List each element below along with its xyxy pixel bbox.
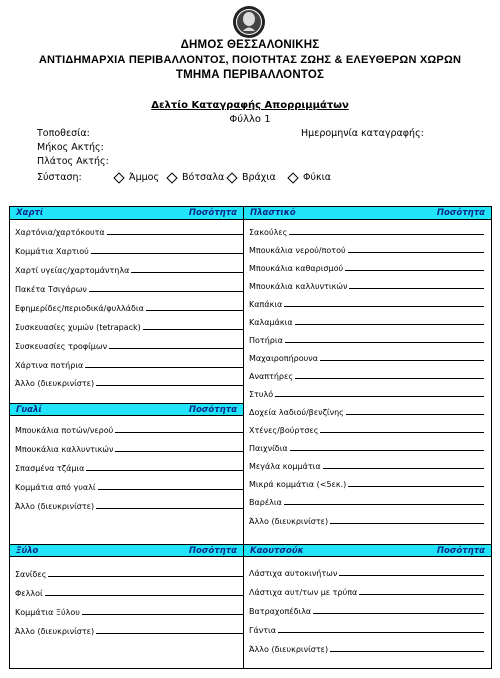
item-row[interactable]: Μπουκάλια καλλυντικών xyxy=(244,277,484,291)
item-row[interactable]: Γάντια xyxy=(244,621,484,635)
table-divider xyxy=(243,206,244,669)
item-row[interactable]: Μπουκάλια καλλυντικών xyxy=(10,440,243,454)
item-row[interactable]: Δοχεία λαδιού/βενζίνης xyxy=(244,403,484,417)
item-row[interactable]: Λάστιχα αυτοκινήτων xyxy=(244,564,484,578)
item-row[interactable]: Άλλο (διευκρινίστε) xyxy=(10,374,243,388)
item-row[interactable]: Κομμάτια Ξύλου xyxy=(10,603,243,617)
date-label: Ημερομηνία καταγραφής: xyxy=(301,128,424,139)
option-sand[interactable]: Άμμος xyxy=(115,172,159,183)
diamond-checkbox-icon xyxy=(226,172,237,183)
quantity-line xyxy=(131,272,243,273)
section-header xyxy=(244,207,491,220)
item-row[interactable]: Εφημερίδες/περιοδικά/φυλλάδια xyxy=(10,299,243,313)
beach-width-label: Πλάτος Ακτής: xyxy=(37,156,109,167)
quantity-line xyxy=(295,378,484,379)
item-row[interactable]: Συσκευασίες χυμών (tetrapack) xyxy=(10,318,243,332)
item-row[interactable]: Άλλο (διευκρινίστε) xyxy=(10,497,243,511)
item-row[interactable]: Σπασμένα τζάμια xyxy=(10,459,243,473)
quantity-line xyxy=(359,594,484,595)
section-title: Πλαστικό xyxy=(250,208,296,218)
item-row[interactable]: Φελλοί xyxy=(10,584,243,598)
item-row[interactable]: Άλλο (διευκρινίστε) xyxy=(244,640,484,654)
section-header xyxy=(10,403,243,416)
quantity-line xyxy=(284,504,484,505)
diamond-checkbox-icon xyxy=(287,172,298,183)
quantity-line xyxy=(323,468,484,469)
quantity-line xyxy=(284,306,484,307)
quantity-line xyxy=(339,575,484,576)
municipality-emblem-icon xyxy=(232,5,266,39)
quantity-line xyxy=(320,432,484,433)
quantity-line xyxy=(330,523,484,524)
item-row[interactable]: Σανίδες xyxy=(10,565,243,579)
quantity-line xyxy=(96,508,243,509)
quantity-line xyxy=(320,360,484,361)
quantity-line xyxy=(98,489,243,490)
section-title: Ξύλο xyxy=(16,545,39,556)
quantity-line xyxy=(86,470,243,471)
quantity-line xyxy=(348,486,484,487)
item-row[interactable]: Χάρτινα ποτήρια xyxy=(10,356,243,370)
composition-label: Σύσταση: xyxy=(37,172,82,183)
item-row[interactable]: Παιχνίδια xyxy=(244,439,484,453)
quantity-line xyxy=(275,396,484,397)
item-row[interactable]: Στυλό xyxy=(244,385,484,399)
diamond-checkbox-icon xyxy=(113,172,124,183)
quantity-header: Ποσότητα xyxy=(188,545,237,556)
quantity-line xyxy=(143,329,243,330)
section-header xyxy=(244,544,491,557)
quantity-line xyxy=(345,270,484,271)
option-rocks[interactable]: Βράχια xyxy=(228,172,276,183)
document-title: Δελτίο Καταγραφής Απορριμμάτων xyxy=(151,100,349,111)
item-row[interactable]: Βαρέλια xyxy=(244,493,484,507)
quantity-line xyxy=(45,595,243,596)
location-label: Τοποθεσία: xyxy=(37,128,90,139)
section-header xyxy=(10,207,243,220)
quantity-line xyxy=(330,651,484,652)
item-row[interactable]: Χαρτόνια/χαρτόκουτα xyxy=(10,223,243,237)
quantity-line xyxy=(89,291,243,292)
quantity-header: Ποσότητα xyxy=(188,404,237,415)
option-pebbles[interactable]: Βότσαλα xyxy=(168,172,224,183)
item-row[interactable]: Άλλο (διευκρινίστε) xyxy=(10,622,243,636)
quantity-line xyxy=(115,432,243,433)
quantity-line xyxy=(96,633,243,634)
item-row[interactable]: Χτένες/βούρτσες xyxy=(244,421,484,435)
item-row[interactable]: Μαχαιροπήρουνα xyxy=(244,349,484,363)
item-row[interactable]: Μπουκάλια ποτών/νερού xyxy=(10,421,243,435)
quantity-line xyxy=(278,632,484,633)
quantity-line xyxy=(96,385,243,386)
item-row[interactable]: Βατραχοπέδιλα xyxy=(244,602,484,616)
quantity-line xyxy=(295,324,484,325)
quantity-line xyxy=(85,367,243,368)
quantity-line xyxy=(91,253,243,254)
item-row[interactable]: Λάστιχα αυτ/των με τρύπα xyxy=(244,583,484,597)
item-row[interactable]: Καλαμάκια xyxy=(244,313,484,327)
quantity-line xyxy=(107,234,243,235)
quantity-line xyxy=(109,348,243,349)
quantity-header: Ποσότητα xyxy=(436,545,485,556)
item-row[interactable]: Μεγάλα κομμάτια xyxy=(244,457,484,471)
quantity-line xyxy=(346,414,484,415)
quantity-line xyxy=(348,252,484,253)
item-row[interactable]: Μπουκάλια νερού/ποτού xyxy=(244,241,484,255)
item-row[interactable]: Πακέτα Τσιγάρων xyxy=(10,280,243,294)
option-seaweed[interactable]: Φύκια xyxy=(289,172,331,183)
quantity-header: Ποσότητα xyxy=(188,208,237,218)
section-header xyxy=(10,544,243,557)
item-row[interactable]: Χαρτί υγείας/χαρτομάντηλα xyxy=(10,261,243,275)
item-row[interactable]: Μπουκάλια καθαρισμού xyxy=(244,259,484,273)
item-row[interactable]: Ποτήρια xyxy=(244,331,484,345)
waste-table xyxy=(9,206,492,669)
item-row[interactable]: Καπάκια xyxy=(244,295,484,309)
quantity-line xyxy=(290,450,484,451)
sheet-number: Φύλλο 1 xyxy=(229,114,271,125)
item-row[interactable]: Κομμάτια Χαρτιού xyxy=(10,242,243,256)
quantity-header: Ποσότητα xyxy=(436,208,485,218)
header-section: ΤΜΗΜΑ ΠΕΡΙΒΑΛΛΟΝΤΟΣ xyxy=(175,69,325,81)
section-title: Γυαλί xyxy=(16,404,42,415)
quantity-line xyxy=(313,613,484,614)
item-row[interactable]: Συσκευασίες τροφίμων xyxy=(10,337,243,351)
quantity-line xyxy=(289,234,484,235)
item-row[interactable]: Αναπτήρες xyxy=(244,367,484,381)
quantity-line xyxy=(146,310,243,311)
item-row[interactable]: Σακούλες xyxy=(244,223,484,237)
quantity-line xyxy=(285,342,484,343)
item-row[interactable]: Άλλο (διευκρινίστε) xyxy=(244,512,484,526)
header-municipality: ΔΗΜΟΣ ΘΕΣΣΑΛΟΝΙΚΗΣ xyxy=(180,39,320,51)
header-department: ΑΝΤΙΔΗΜΑΡΧΙΑ ΠΕΡΙΒΑΛΛΟΝΤΟΣ, ΠΟΙΟΤΗΤΑΣ ΖΩΗΣ & ΕΛΕΥΘΕΡΩΝ ΧΩΡΩΝ xyxy=(38,54,462,66)
section-title: Χαρτί xyxy=(16,208,44,218)
quantity-line xyxy=(349,288,484,289)
quantity-line xyxy=(48,576,243,577)
item-row[interactable]: Κομμάτια από γυαλί xyxy=(10,478,243,492)
quantity-line xyxy=(115,451,243,452)
item-row[interactable]: Μικρά κομμάτια (<5εκ.) xyxy=(244,475,484,489)
quantity-line xyxy=(82,614,243,615)
beach-length-label: Μήκος Ακτής: xyxy=(37,142,104,153)
section-title: Καουτσούκ xyxy=(250,545,304,556)
diamond-checkbox-icon xyxy=(166,172,177,183)
